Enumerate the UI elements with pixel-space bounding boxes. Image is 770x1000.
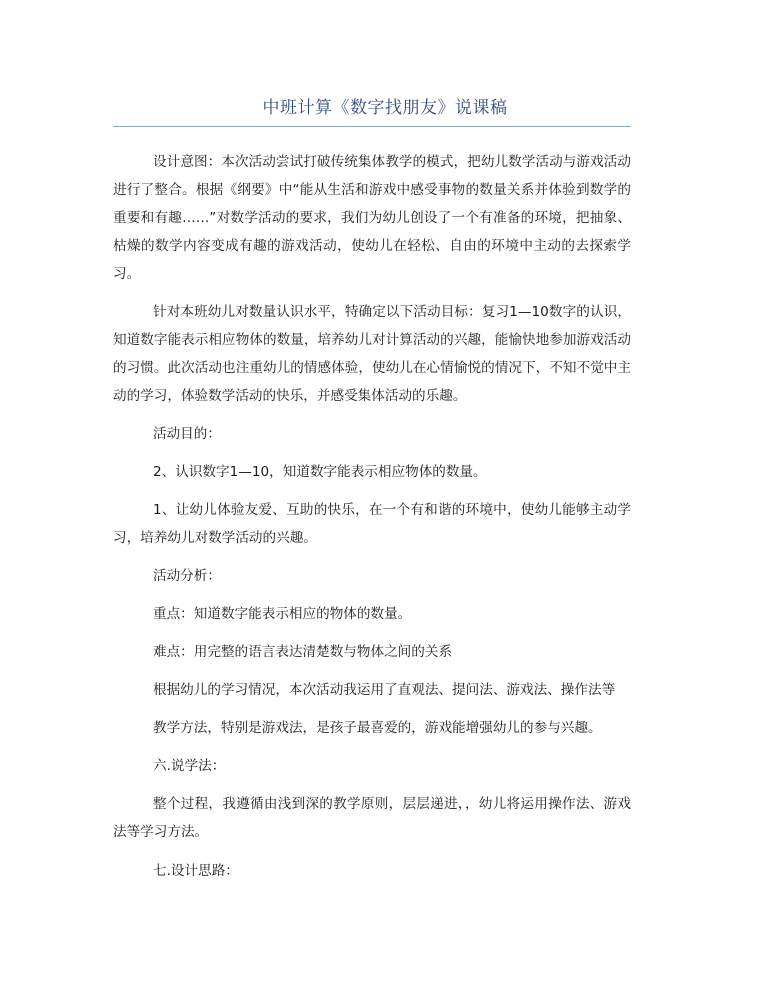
heading-activity-purpose: 活动目的： bbox=[153, 426, 221, 442]
heading-design-approach: 七.设计思路： bbox=[153, 863, 239, 879]
heading-learning-methods: 六.说学法： bbox=[153, 758, 226, 774]
document-title: 中班计算《数字找朋友》说课稿 bbox=[262, 98, 508, 118]
paragraph-difficulty: 难点：用完整的语言表达清楚数与物体之间的关系 bbox=[153, 644, 453, 660]
paragraph-design-intent: 设计意图：本次活动尝试打破传统集体教学的模式，把幼儿数学活动与游戏活动进行了整合。根据《纲要》中“能从生活和游戏中感受事物的数量关系并体验到数学的重要和有趣……”对数学活动的要求，我们为幼儿创设了一个有准备的环境，把抽象、枯燥的数学内容变成有趣的游戏活动，使幼儿在轻松、自由的环境中主动的去探索学习。 bbox=[113, 154, 631, 282]
paragraph-activity-goals: 针对本班幼儿对数量认识水平，特确定以下活动目标：复习1—10数字的认识，知道数字能表示相应物体的数量，培养幼儿对计算活动的兴趣，能愉快地参加游戏活动的习惯。此次活动也注重幼儿的情感体验，使幼儿在心情愉悦的情况下，不知不觉中主动的学习，体验数学活动的快乐，并感受集体活动的乐趣。 bbox=[113, 304, 631, 404]
paragraph-methods-1: 根据幼儿的学习情况，本次活动我运用了直观法、提问法、游戏法、操作法等 bbox=[153, 682, 616, 698]
paragraph-purpose-2: 2、认识数字1—10，知道数字能表示相应物体的数量。 bbox=[153, 464, 487, 480]
paragraph-purpose-1: 1、让幼儿体验友爱、互助的快乐，在一个有和谐的环境中，使幼儿能够主动学习，培养幼儿对数学活动的兴趣。 bbox=[113, 502, 631, 546]
paragraph-key-point: 重点：知道数字能表示相应的物体的数量。 bbox=[153, 606, 412, 622]
paragraph-methods-2: 教学方法，特别是游戏法，是孩子最喜爱的，游戏能增强幼儿的参与兴趣。 bbox=[153, 720, 602, 736]
paragraph-learning-process: 整个过程，我遵循由浅到深的教学原则，层层递进，，幼儿将运用操作法、游戏法等学习方法。 bbox=[113, 796, 631, 840]
heading-activity-analysis: 活动分析： bbox=[153, 568, 221, 584]
title-divider bbox=[113, 126, 631, 127]
document-body bbox=[113, 148, 631, 885]
